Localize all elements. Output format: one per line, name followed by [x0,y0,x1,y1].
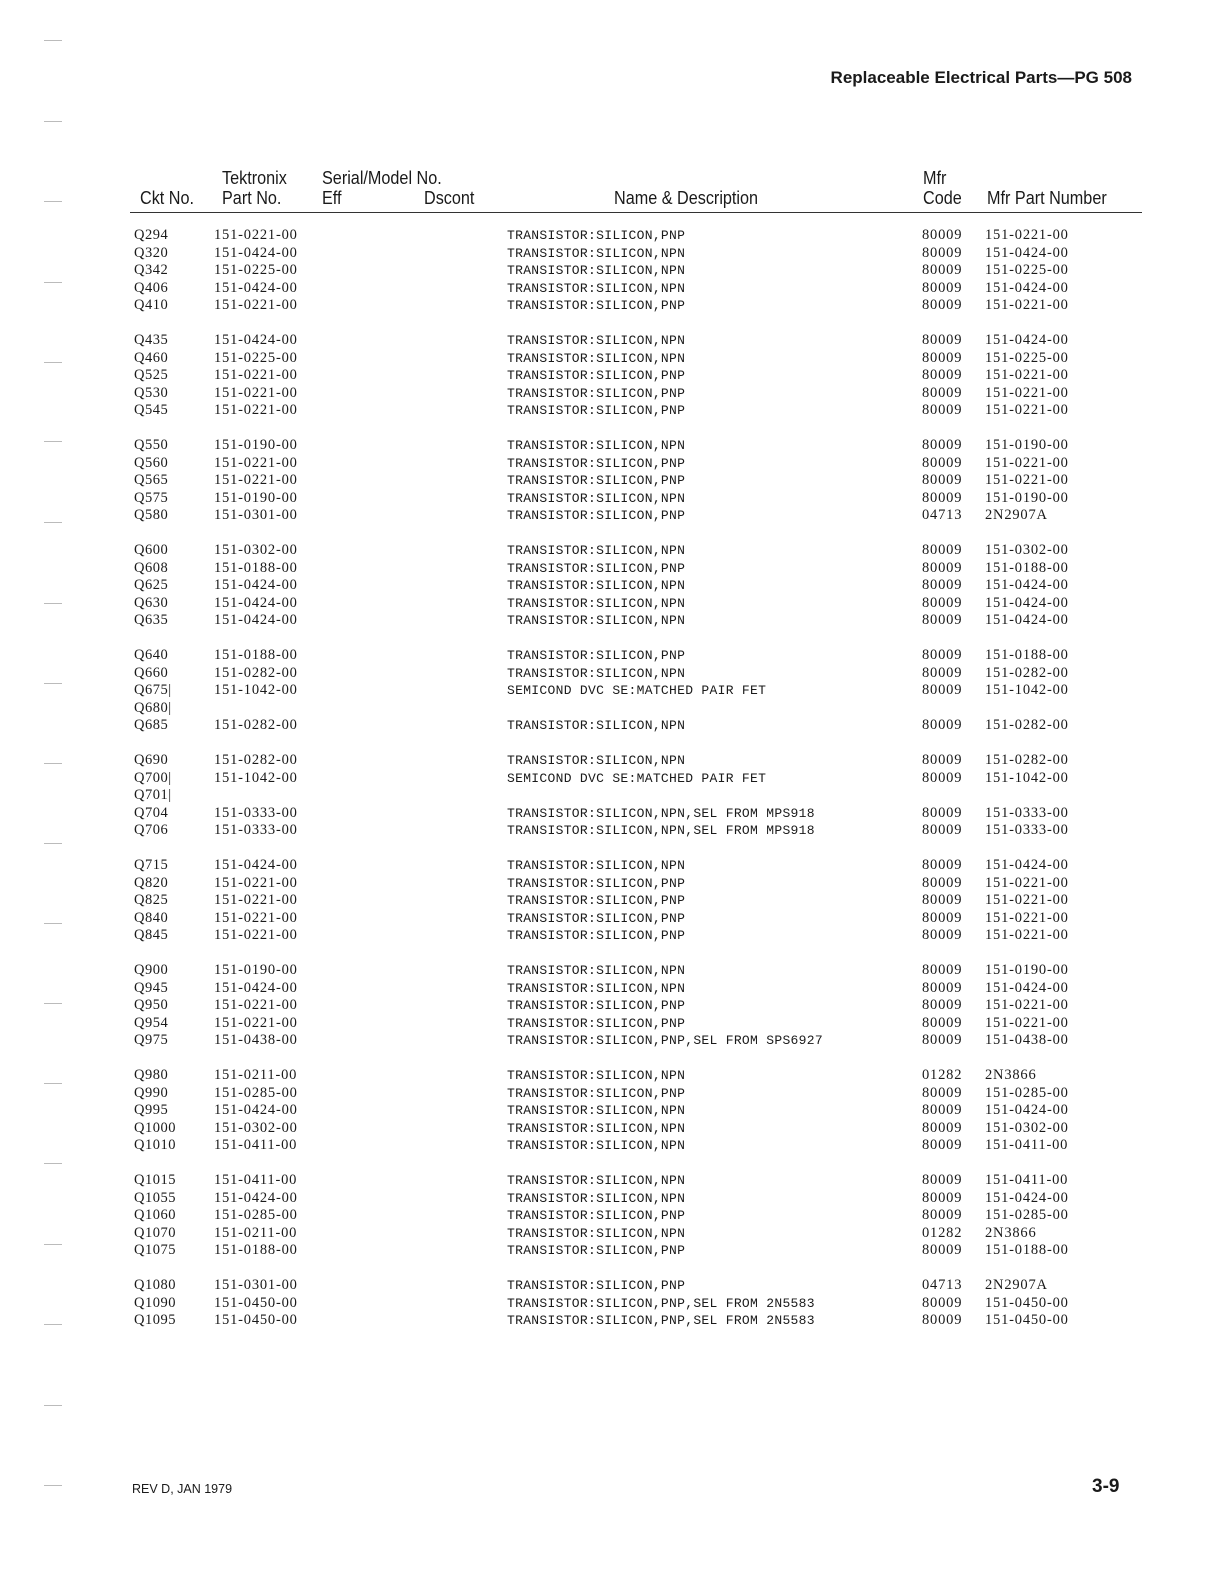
ckt-no-cell: Q320 [134,244,169,261]
mfr-part-number-cell: 151-0221-00 [985,909,1069,926]
description-cell: TRANSISTOR:SILICON,PNP [507,473,686,488]
description-cell: TRANSISTOR:SILICON,PNP,SEL FROM 2N5583 [507,1295,815,1311]
mfr-code-cell: 80009 [922,244,963,261]
description-cell: TRANSISTOR:SILICON,PNP [507,893,686,908]
ckt-no-cell: Q675| [134,682,172,698]
description-cell: TRANSISTOR:SILICON,NPN [507,718,686,733]
part-no-cell: 151-0221-00 [214,297,298,313]
part-no-cell: 151-0438-00 [214,1032,298,1048]
mfr-part-number-cell: 151-0424-00 [985,979,1069,996]
margin-mark [44,1485,62,1486]
part-no-cell: 151-0188-00 [214,559,298,576]
mfr-code-cell: 80009 [922,997,963,1013]
mfr-part-number-cell: 151-0221-00 [985,454,1069,471]
part-no-cell: 151-0221-00 [214,472,298,488]
mfr-code-cell: 80009 [922,612,963,628]
mfr-part-number-cell: 151-0221-00 [985,892,1069,908]
description-cell: TRANSISTOR:SILICON,PNP [507,998,686,1013]
mfr-code-cell: 80009 [922,909,963,926]
ckt-no-cell: Q954 [134,1014,169,1031]
ckt-no-cell: Q608 [134,559,169,576]
part-no-cell: 151-0333-00 [214,822,298,838]
margin-mark [44,1324,62,1325]
mfr-part-number-cell: 151-0424-00 [985,857,1069,873]
mfr-code-cell: 80009 [922,979,963,996]
mfr-part-number-cell: 151-0424-00 [985,1189,1069,1206]
ckt-no-cell: Q1075 [134,1242,176,1258]
mfr-part-number-cell: 151-0285-00 [985,1084,1069,1101]
part-no-cell: 151-0333-00 [214,804,298,821]
mfr-code-cell: 80009 [922,927,963,943]
description-cell: TRANSISTOR:SILICON,NPN [507,263,686,278]
mfr-code-cell: 04713 [922,1277,963,1293]
ckt-no-cell: Q545 [134,402,169,418]
col-header-code: Code [923,188,962,208]
mfr-code-cell: 80009 [922,1207,963,1223]
mfr-code-cell: 80009 [922,542,963,558]
mfr-part-number-cell: 151-0424-00 [985,332,1069,348]
mfr-code-cell: 80009 [922,559,963,576]
description-cell: SEMICOND DVC SE:MATCHED PAIR FET [507,770,767,786]
part-no-cell: 151-0424-00 [214,612,298,628]
margin-mark [44,683,62,684]
mfr-part-number-cell: 151-0225-00 [985,262,1069,278]
part-no-cell: 151-0424-00 [214,979,298,996]
mfr-code-cell: 04713 [922,507,963,523]
ckt-no-cell: Q825 [134,892,169,908]
margin-mark [44,763,62,764]
mfr-part-number-cell: 151-0225-00 [985,349,1069,366]
part-no-cell: 151-0424-00 [214,1102,298,1118]
ckt-no-cell: Q1060 [134,1207,176,1223]
description-cell: TRANSISTOR:SILICON,NPN [507,665,686,681]
description-cell: TRANSISTOR:SILICON,PNP [507,508,686,523]
ckt-no-cell: Q525 [134,367,169,383]
mfr-part-number-cell: 151-0221-00 [985,297,1069,313]
mfr-part-number-cell: 151-0411-00 [985,1172,1069,1188]
mfr-code-cell: 80009 [922,664,963,681]
part-no-cell: 151-1042-00 [214,682,298,698]
mfr-code-cell: 80009 [922,892,963,908]
mfr-part-number-cell: 151-0190-00 [985,489,1069,506]
col-header-tektronix: Tektronix [222,168,287,188]
part-no-cell: 151-0301-00 [214,507,298,523]
part-no-cell: 151-0221-00 [214,927,298,943]
mfr-part-number-cell: 151-0190-00 [985,437,1069,453]
mfr-code-cell: 80009 [922,1294,963,1311]
col-header-dscont: Dscont [424,188,475,208]
col-header-serial-model: Serial/Model No. [322,168,442,188]
part-no-cell: 151-0301-00 [214,1277,298,1293]
header-rule [130,212,1142,213]
ckt-no-cell: Q990 [134,1084,169,1101]
part-no-cell: 151-0411-00 [214,1172,298,1188]
mfr-part-number-cell: 151-0424-00 [985,577,1069,593]
mfr-code-cell: 80009 [922,1172,963,1188]
part-no-cell: 151-0225-00 [214,349,298,366]
part-no-cell: 151-0424-00 [214,577,298,593]
mfr-code-cell: 80009 [922,822,963,838]
mfr-code-cell: 80009 [922,1189,963,1206]
ckt-no-cell: Q550 [134,437,169,453]
part-no-cell: 151-0411-00 [214,1137,298,1153]
description-cell: TRANSISTOR:SILICON,PNP [507,455,686,471]
col-header-eff: Eff [322,188,342,208]
mfr-part-number-cell: 151-1042-00 [985,682,1069,698]
description-cell: TRANSISTOR:SILICON,PNP [507,928,686,943]
margin-mark [44,1083,62,1084]
mfr-part-number-cell: 2N3866 [985,1067,1037,1083]
mfr-code-cell: 80009 [922,489,963,506]
part-no-cell: 151-0282-00 [214,717,298,733]
part-no-cell: 151-0221-00 [214,874,298,891]
description-cell: TRANSISTOR:SILICON,PNP [507,1278,686,1293]
part-no-cell: 151-0424-00 [214,857,298,873]
margin-mark [44,121,62,122]
mfr-part-number-cell: 151-0221-00 [985,927,1069,943]
mfr-code-cell: 80009 [922,437,963,453]
col-header-name-description: Name & Description [614,188,759,208]
mfr-part-number-cell: 2N2907A [985,1277,1048,1293]
mfr-part-number-cell: 151-0221-00 [985,997,1069,1013]
mfr-part-number-cell: 151-0285-00 [985,1207,1069,1223]
part-no-cell: 151-0221-00 [214,997,298,1013]
part-no-cell: 151-0190-00 [214,489,298,506]
mfr-part-number-cell: 151-0282-00 [985,752,1069,768]
part-no-cell: 151-0221-00 [214,402,298,418]
part-no-cell: 151-0221-00 [214,1014,298,1031]
part-no-cell: 151-0424-00 [214,1189,298,1206]
ckt-no-cell: Q975 [134,1032,169,1048]
col-header-mfr-part-number: Mfr Part Number [987,188,1107,208]
mfr-code-cell: 80009 [922,332,963,348]
mfr-code-cell: 01282 [922,1067,963,1083]
mfr-part-number-cell: 151-0282-00 [985,664,1069,681]
description-cell: TRANSISTOR:SILICON,NPN [507,963,686,978]
mfr-code-cell: 80009 [922,402,963,418]
description-cell: TRANSISTOR:SILICON,NPN [507,438,686,453]
description-cell: TRANSISTOR:SILICON,NPN [507,1068,686,1083]
mfr-part-number-cell: 151-0188-00 [985,559,1069,576]
margin-mark [44,843,62,844]
part-no-cell: 151-0302-00 [214,542,298,558]
ckt-no-cell: Q706 [134,822,169,838]
part-no-cell: 151-0424-00 [214,279,298,296]
margin-mark [44,923,62,924]
revision-note: REV D, JAN 1979 [132,1482,233,1496]
description-cell: TRANSISTOR:SILICON,PNP [507,403,686,418]
mfr-part-number-cell: 151-0450-00 [985,1294,1069,1311]
mfr-code-cell: 80009 [922,1032,963,1048]
description-cell: TRANSISTOR:SILICON,PNP [507,875,686,891]
mfr-part-number-cell: 151-0424-00 [985,594,1069,611]
margin-mark [44,282,62,283]
description-cell: TRANSISTOR:SILICON,PNP [507,368,686,383]
margin-mark [44,40,62,41]
part-no-cell: 151-0424-00 [214,244,298,261]
ckt-no-cell: Q342 [134,262,169,278]
margin-mark [44,1405,62,1406]
col-header-mfr: Mfr [923,168,947,188]
part-no-cell: 151-0211-00 [214,1224,298,1241]
ckt-no-cell: Q980 [134,1067,169,1083]
description-cell: TRANSISTOR:SILICON,NPN [507,490,686,506]
mfr-part-number-cell: 151-0221-00 [985,1014,1069,1031]
page-number: 3-9 [1092,1476,1120,1497]
part-no-cell: 151-0285-00 [214,1084,298,1101]
col-header-ckt-no: Ckt No. [140,188,195,208]
mfr-code-cell: 80009 [922,594,963,611]
ckt-no-cell: Q406 [134,279,169,296]
mfr-part-number-cell: 151-0333-00 [985,804,1069,821]
mfr-part-number-cell: 151-0411-00 [985,1137,1069,1153]
mfr-code-cell: 80009 [922,577,963,593]
mfr-part-number-cell: 151-0302-00 [985,1119,1069,1136]
ckt-no-cell: Q1090 [134,1294,176,1311]
mfr-code-cell: 80009 [922,752,963,768]
ckt-no-cell: Q685 [134,717,169,733]
mfr-code-cell: 80009 [922,279,963,296]
ckt-no-cell: Q950 [134,997,169,1013]
ckt-no-cell: Q460 [134,349,169,366]
description-cell: TRANSISTOR:SILICON,PNP [507,648,686,663]
mfr-code-cell: 80009 [922,367,963,383]
mfr-part-number-cell: 151-0438-00 [985,1032,1069,1048]
ckt-no-cell: Q660 [134,664,169,681]
ckt-no-cell: Q1070 [134,1224,176,1241]
part-no-cell: 151-0424-00 [214,332,298,348]
description-cell: TRANSISTOR:SILICON,NPN [507,578,686,593]
mfr-code-cell: 80009 [922,647,963,663]
description-cell: TRANSISTOR:SILICON,PNP [507,560,686,576]
description-cell: TRANSISTOR:SILICON,PNP [507,1243,686,1258]
ckt-no-cell: Q704 [134,804,169,821]
description-cell: TRANSISTOR:SILICON,NPN [507,1190,686,1206]
ckt-no-cell: Q565 [134,472,169,488]
description-cell: TRANSISTOR:SILICON,NPN,SEL FROM MPS918 [507,805,815,821]
ckt-no-cell: Q701| [134,787,172,803]
mfr-part-number-cell: 151-0221-00 [985,402,1069,418]
description-cell: TRANSISTOR:SILICON,NPN,SEL FROM MPS918 [507,823,815,838]
mfr-part-number-cell: 2N2907A [985,507,1048,523]
mfr-part-number-cell: 151-0424-00 [985,279,1069,296]
part-no-cell: 151-0225-00 [214,262,298,278]
ckt-no-cell: Q1080 [134,1277,176,1293]
description-cell: TRANSISTOR:SILICON,PNP [507,385,686,401]
ckt-no-cell: Q680| [134,699,172,716]
description-cell: TRANSISTOR:SILICON,NPN [507,858,686,873]
mfr-part-number-cell: 151-0302-00 [985,542,1069,558]
mfr-part-number-cell: 151-0221-00 [985,227,1069,243]
part-no-cell: 151-0282-00 [214,752,298,768]
ckt-no-cell: Q530 [134,384,169,401]
ckt-no-cell: Q1055 [134,1189,176,1206]
ckt-no-cell: Q640 [134,647,169,663]
description-cell: TRANSISTOR:SILICON,NPN [507,753,686,768]
mfr-code-cell: 80009 [922,1119,963,1136]
ckt-no-cell: Q635 [134,612,169,628]
description-cell: TRANSISTOR:SILICON,NPN [507,350,686,366]
description-cell: TRANSISTOR:SILICON,NPN [507,280,686,296]
margin-mark [44,201,62,202]
ckt-no-cell: Q945 [134,979,169,996]
mfr-part-number-cell: 151-0333-00 [985,822,1069,838]
description-cell: TRANSISTOR:SILICON,NPN [507,1138,686,1153]
mfr-code-cell: 80009 [922,1312,963,1328]
mfr-code-cell: 80009 [922,1102,963,1118]
mfr-code-cell: 80009 [922,717,963,733]
part-no-cell: 151-0282-00 [214,664,298,681]
mfr-code-cell: 80009 [922,682,963,698]
mfr-part-number-cell: 151-0424-00 [985,1102,1069,1118]
mfr-code-cell: 01282 [922,1224,963,1241]
part-no-cell: 151-0221-00 [214,227,298,243]
description-cell: TRANSISTOR:SILICON,NPN [507,613,686,628]
ckt-no-cell: Q560 [134,454,169,471]
mfr-part-number-cell: 151-0282-00 [985,717,1069,733]
part-no-cell: 151-0211-00 [214,1067,298,1083]
mfr-part-number-cell: 151-0221-00 [985,874,1069,891]
ckt-no-cell: Q625 [134,577,169,593]
mfr-code-cell: 80009 [922,804,963,821]
mfr-code-cell: 80009 [922,874,963,891]
mfr-code-cell: 80009 [922,962,963,978]
mfr-part-number-cell: 151-0190-00 [985,962,1069,978]
ckt-no-cell: Q700| [134,769,172,786]
description-cell: TRANSISTOR:SILICON,NPN [507,1103,686,1118]
mfr-part-number-cell: 2N3866 [985,1224,1037,1241]
ckt-no-cell: Q715 [134,857,169,873]
description-cell: TRANSISTOR:SILICON,PNP,SEL FROM 2N5583 [507,1313,815,1328]
part-no-cell: 151-0450-00 [214,1294,298,1311]
description-cell: TRANSISTOR:SILICON,PNP [507,1208,686,1223]
ckt-no-cell: Q820 [134,874,169,891]
mfr-part-number-cell: 151-0221-00 [985,367,1069,383]
margin-mark [44,522,62,523]
mfr-part-number-cell: 151-0188-00 [985,647,1069,663]
mfr-code-cell: 80009 [922,454,963,471]
mfr-code-cell: 80009 [922,384,963,401]
margin-mark [44,1003,62,1004]
ckt-no-cell: Q435 [134,332,169,348]
part-no-cell: 151-0188-00 [214,647,298,663]
mfr-code-cell: 80009 [922,472,963,488]
mfr-code-cell: 80009 [922,297,963,313]
margin-mark [44,603,62,604]
mfr-code-cell: 80009 [922,1014,963,1031]
description-cell: TRANSISTOR:SILICON,NPN [507,595,686,611]
ckt-no-cell: Q1010 [134,1137,176,1153]
description-cell: TRANSISTOR:SILICON,NPN [507,543,686,558]
description-cell: TRANSISTOR:SILICON,NPN [507,333,686,348]
part-no-cell: 151-0221-00 [214,892,298,908]
part-no-cell: 151-0221-00 [214,367,298,383]
description-cell: TRANSISTOR:SILICON,NPN [507,245,686,261]
col-header-part-no: Part No. [222,188,282,208]
ckt-no-cell: Q1015 [134,1172,176,1188]
ckt-no-cell: Q690 [134,752,169,768]
mfr-code-cell: 80009 [922,857,963,873]
part-no-cell: 151-0190-00 [214,962,298,978]
ckt-no-cell: Q630 [134,594,169,611]
description-cell: TRANSISTOR:SILICON,PNP [507,228,686,243]
mfr-code-cell: 80009 [922,1242,963,1258]
part-no-cell: 151-0221-00 [214,909,298,926]
mfr-part-number-cell: 151-0450-00 [985,1312,1069,1328]
ckt-no-cell: Q410 [134,297,169,313]
description-cell: TRANSISTOR:SILICON,NPN [507,1120,686,1136]
ckt-no-cell: Q900 [134,962,169,978]
ckt-no-cell: Q580 [134,507,169,523]
mfr-code-cell: 80009 [922,227,963,243]
mfr-part-number-cell: 151-0188-00 [985,1242,1069,1258]
margin-mark [44,1244,62,1245]
ckt-no-cell: Q995 [134,1102,169,1118]
description-cell: TRANSISTOR:SILICON,PNP [507,910,686,926]
description-cell: TRANSISTOR:SILICON,PNP,SEL FROM SPS6927 [507,1033,823,1048]
mfr-code-cell: 80009 [922,1137,963,1153]
description-cell: TRANSISTOR:SILICON,NPN [507,1173,686,1188]
part-no-cell: 151-0221-00 [214,454,298,471]
part-no-cell: 151-0221-00 [214,384,298,401]
part-no-cell: 151-1042-00 [214,769,298,786]
description-cell: TRANSISTOR:SILICON,PNP [507,1085,686,1101]
part-no-cell: 151-0285-00 [214,1207,298,1223]
description-cell: TRANSISTOR:SILICON,NPN [507,980,686,996]
part-no-cell: 151-0302-00 [214,1119,298,1136]
ckt-no-cell: Q600 [134,542,169,558]
mfr-part-number-cell: 151-0221-00 [985,472,1069,488]
part-no-cell: 151-0450-00 [214,1312,298,1328]
mfr-part-number-cell: 151-0221-00 [985,384,1069,401]
description-cell: TRANSISTOR:SILICON,PNP [507,298,686,313]
part-no-cell: 151-0190-00 [214,437,298,453]
part-no-cell: 151-0424-00 [214,594,298,611]
ckt-no-cell: Q294 [134,227,169,243]
part-no-cell: 151-0188-00 [214,1242,298,1258]
mfr-part-number-cell: 151-0424-00 [985,244,1069,261]
description-cell: TRANSISTOR:SILICON,PNP [507,1015,686,1031]
mfr-code-cell: 80009 [922,262,963,278]
mfr-code-cell: 80009 [922,349,963,366]
page-title: Replaceable Electrical Parts—PG 508 [830,68,1132,87]
ckt-no-cell: Q840 [134,909,169,926]
mfr-part-number-cell: 151-0424-00 [985,612,1069,628]
ckt-no-cell: Q1000 [134,1119,176,1136]
margin-mark [44,441,62,442]
margin-mark [44,362,62,363]
mfr-code-cell: 80009 [922,1084,963,1101]
margin-mark [44,1163,62,1164]
description-cell: SEMICOND DVC SE:MATCHED PAIR FET [507,683,767,698]
ckt-no-cell: Q575 [134,489,169,506]
ckt-no-cell: Q845 [134,927,169,943]
ckt-no-cell: Q1095 [134,1312,176,1328]
mfr-code-cell: 80009 [922,769,963,786]
description-cell: TRANSISTOR:SILICON,NPN [507,1225,686,1241]
mfr-part-number-cell: 151-1042-00 [985,769,1069,786]
